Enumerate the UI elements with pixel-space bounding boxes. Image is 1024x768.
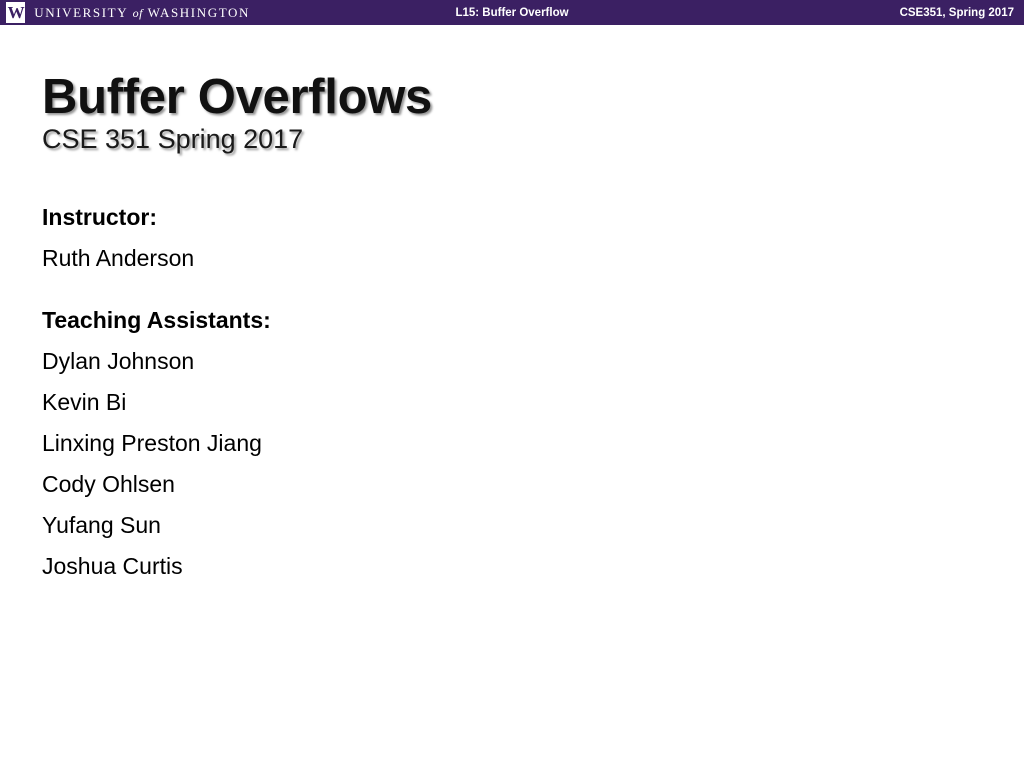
wordmark-university: UNIVERSITY (34, 4, 128, 20)
list-item: Kevin Bi (42, 389, 127, 415)
page-subtitle: CSE 351 Spring 2017 (42, 123, 304, 154)
slide-body (0, 25, 1024, 768)
instructor-heading: Instructor: (42, 204, 157, 230)
instructor-name: Ruth Anderson (42, 245, 195, 271)
list-item: Cody Ohlsen (42, 471, 175, 497)
list-item: Joshua Curtis (42, 553, 183, 579)
list-item: Dylan Johnson (42, 348, 195, 374)
uw-branding (0, 0, 250, 25)
list-item: Linxing Preston Jiang (42, 430, 262, 456)
wordmark-of: of (132, 5, 143, 20)
uw-wordmark (34, 5, 250, 21)
page-title: Buffer Overflows (42, 70, 432, 124)
list-spacer (42, 279, 642, 300)
lecture-label: L15: Buffer Overflow (455, 6, 569, 19)
title-block (42, 72, 432, 155)
list-item: Yufang Sun (42, 512, 161, 538)
staff-list (42, 197, 642, 587)
wordmark-washington: WASHINGTON (147, 4, 250, 20)
uw-w-logo-icon: W (7, 3, 24, 22)
title-bar (0, 0, 1024, 25)
course-term-label: CSE351, Spring 2017 (899, 6, 1014, 19)
ta-heading: Teaching Assistants: (42, 307, 271, 333)
